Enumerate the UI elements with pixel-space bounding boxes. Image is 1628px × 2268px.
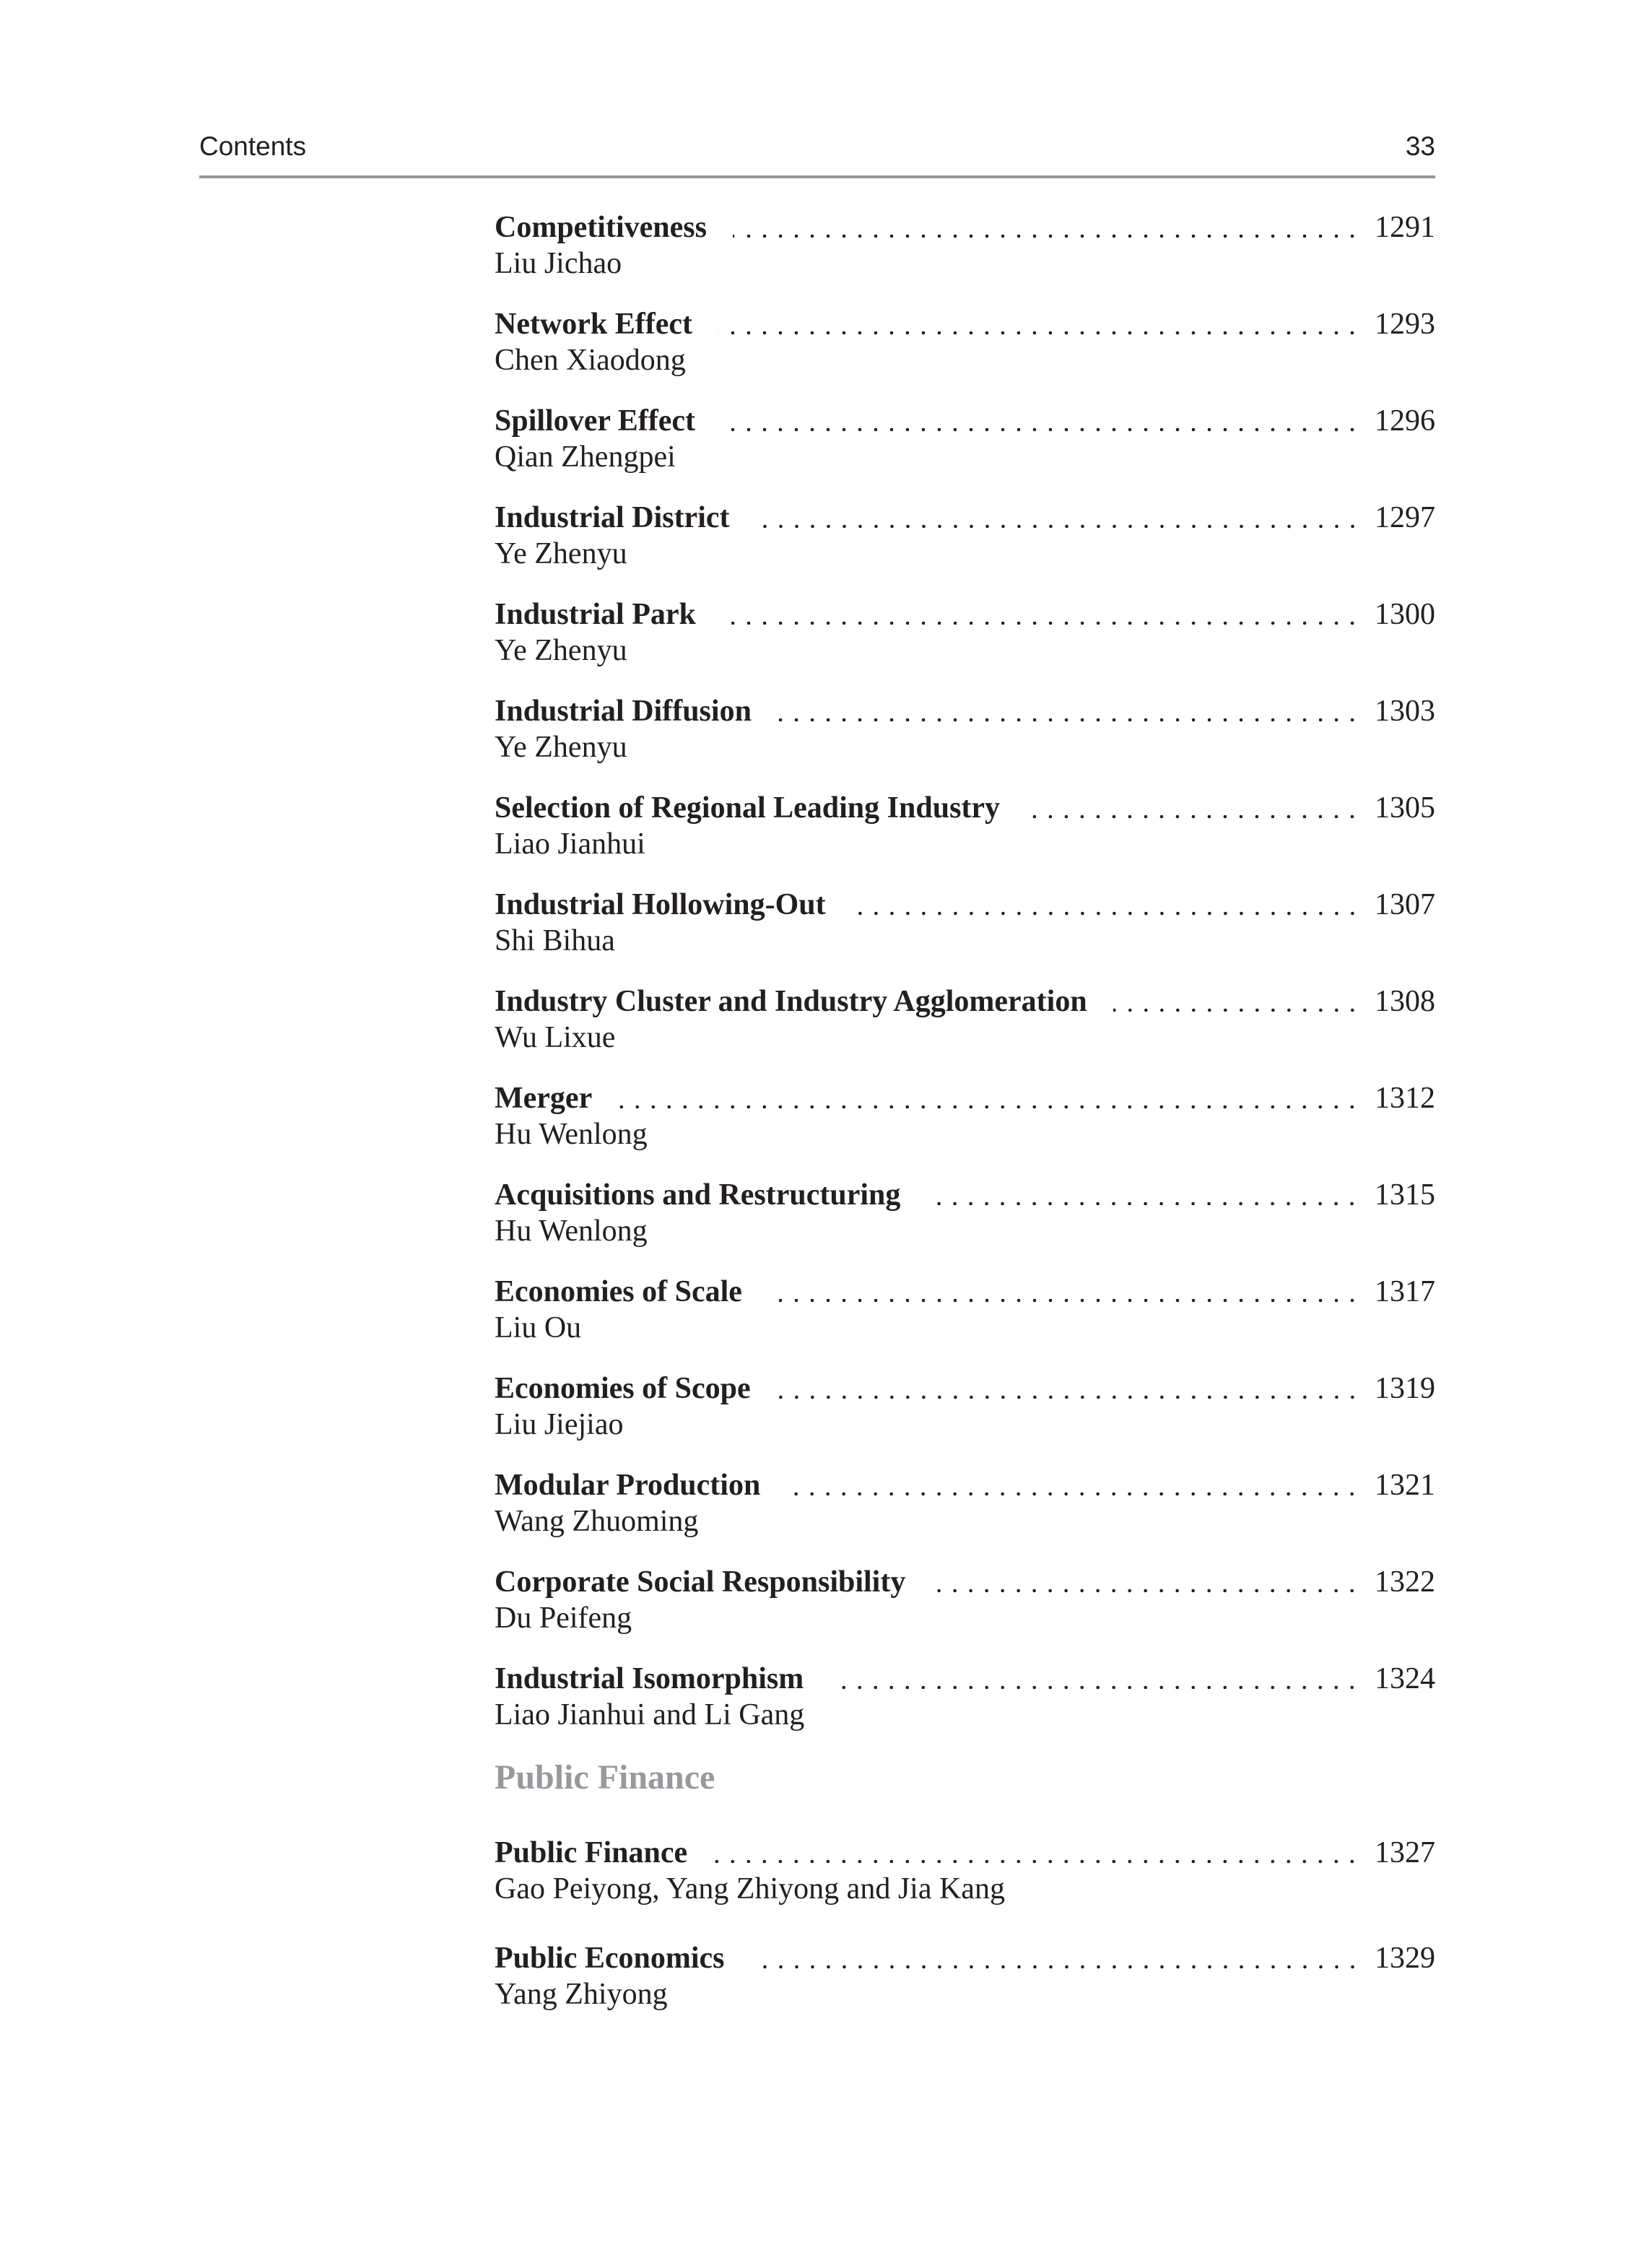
dot-leader <box>777 1370 1360 1407</box>
toc-entry <box>495 500 1435 572</box>
entry-title: Industry Cluster and Industry Agglomeration <box>495 985 1087 1018</box>
entry-line <box>495 500 1435 536</box>
entry-line <box>495 790 1435 826</box>
dot-leader <box>931 1564 1360 1600</box>
entry-authors: Wu Lixue <box>495 1021 616 1054</box>
entry-authors: Liu Jiejiao <box>495 1408 624 1441</box>
entry-line <box>495 306 1435 342</box>
entry-line <box>495 1467 1435 1503</box>
entry-title: Industrial Hollowing-Out <box>495 888 826 921</box>
entry-page-number: 1308 <box>1375 985 1435 1018</box>
entry-authors: Chen Xiaodong <box>495 344 686 377</box>
header-rule <box>199 175 1435 178</box>
dot-leader <box>721 403 1360 439</box>
entry-title: Industrial Isomorphism <box>495 1662 804 1695</box>
toc-entry <box>495 1177 1435 1249</box>
entry-page-number: 1327 <box>1375 1836 1435 1869</box>
entry-page-number: 1305 <box>1375 791 1435 825</box>
entry-page-number: 1329 <box>1375 1942 1435 1975</box>
entry-page-number: 1319 <box>1375 1372 1435 1405</box>
dot-leader <box>852 887 1360 923</box>
toc-entry <box>495 693 1435 765</box>
entry-authors: Liao Jianhui <box>495 827 645 861</box>
toc-entry <box>495 1467 1435 1539</box>
toc-entry <box>495 1564 1435 1636</box>
dot-leader <box>722 596 1360 633</box>
dot-leader <box>713 1835 1360 1871</box>
entry-line <box>495 1274 1435 1310</box>
entry-line <box>495 983 1435 1020</box>
entry-line <box>495 1661 1435 1697</box>
entry-page-number: 1315 <box>1375 1178 1435 1212</box>
entry-authors: Du Peifeng <box>495 1602 632 1635</box>
entry-title: Merger <box>495 1082 593 1115</box>
dot-leader <box>768 1274 1360 1310</box>
entry-authors: Wang Zhuoming <box>495 1505 699 1538</box>
toc <box>495 209 1435 2037</box>
entry-line <box>495 1564 1435 1600</box>
toc-entry <box>495 209 1435 282</box>
entry-page-number: 1291 <box>1375 211 1435 244</box>
toc-entry <box>495 1080 1435 1152</box>
entry-line <box>495 596 1435 633</box>
entry-line <box>495 403 1435 439</box>
toc-entry <box>495 1274 1435 1346</box>
entry-authors: Liu Jichao <box>495 247 622 280</box>
entry-authors: Qian Zhengpei <box>495 440 676 474</box>
entry-page-number: 1321 <box>1375 1469 1435 1502</box>
toc-entry <box>495 983 1435 1056</box>
entry-line <box>495 209 1435 246</box>
dot-leader <box>830 1661 1360 1697</box>
toc-entry <box>495 596 1435 669</box>
entry-title: Industrial Park <box>495 598 696 631</box>
entry-authors: Hu Wenlong <box>495 1118 648 1151</box>
header-page-number: 33 <box>1405 131 1435 161</box>
entry-title: Spillover Effect <box>495 404 696 438</box>
entry-authors: Hu Wenlong <box>495 1215 648 1248</box>
dot-leader <box>733 209 1360 246</box>
entry-page-number: 1303 <box>1375 695 1435 728</box>
entry-title: Network Effect <box>495 308 693 341</box>
dot-leader <box>786 1467 1360 1503</box>
entry-title: Corporate Social Responsibility <box>495 1565 906 1599</box>
toc-entry <box>495 1370 1435 1443</box>
toc-entry <box>495 1661 1435 1733</box>
entry-line <box>495 1080 1435 1116</box>
entry-title: Competitiveness <box>495 211 707 244</box>
entry-title: Modular Production <box>495 1469 761 1502</box>
toc-entry <box>495 1940 1435 2012</box>
entry-authors: Yang Zhiyong <box>495 1978 668 2011</box>
toc-entry <box>495 887 1435 959</box>
entry-line <box>495 1835 1435 1871</box>
dot-leader <box>1026 790 1360 826</box>
dot-leader <box>756 500 1361 536</box>
dot-leader <box>1113 983 1360 1020</box>
entry-title: Public Finance <box>495 1836 688 1869</box>
dot-leader <box>618 1080 1360 1116</box>
entry-authors: Gao Peiyong, Yang Zhiyong and Jia Kang <box>495 1872 1005 1906</box>
entry-authors: Shi Bihua <box>495 924 615 957</box>
dot-leader <box>751 1940 1360 1976</box>
entry-title: Industrial Diffusion <box>495 695 752 728</box>
toc-entry <box>495 790 1435 862</box>
entry-line <box>495 1177 1435 1213</box>
entry-page-number: 1322 <box>1375 1565 1435 1599</box>
entry-authors: Liu Ou <box>495 1311 582 1344</box>
toc-entry <box>495 1835 1435 1907</box>
entry-page-number: 1293 <box>1375 308 1435 341</box>
entry-title: Selection of Regional Leading Industry <box>495 791 1001 825</box>
page-header <box>199 132 1435 162</box>
entry-title: Industrial District <box>495 501 730 534</box>
entry-page-number: 1307 <box>1375 888 1435 921</box>
dot-leader <box>926 1177 1360 1213</box>
entry-line <box>495 1940 1435 1976</box>
section-heading: Public Finance <box>495 1758 715 1796</box>
header-title: Contents <box>199 131 307 161</box>
entry-line <box>495 887 1435 923</box>
toc-entry <box>495 306 1435 378</box>
entry-authors: Ye Zhenyu <box>495 634 627 667</box>
entry-page-number: 1296 <box>1375 404 1435 438</box>
entry-title: Economies of Scale <box>495 1275 742 1308</box>
entry-title: Public Economics <box>495 1942 725 1975</box>
toc-entry <box>495 403 1435 475</box>
entry-line <box>495 1370 1435 1407</box>
entry-page-number: 1300 <box>1375 598 1435 631</box>
entry-page-number: 1324 <box>1375 1662 1435 1695</box>
dot-leader <box>718 306 1360 342</box>
entry-line <box>495 693 1435 729</box>
entry-authors: Ye Zhenyu <box>495 537 627 570</box>
entry-authors: Liao Jianhui and Li Gang <box>495 1698 805 1732</box>
entry-title: Acquisitions and Restructuring <box>495 1178 901 1212</box>
entry-authors: Ye Zhenyu <box>495 731 627 764</box>
entry-page-number: 1317 <box>1375 1275 1435 1308</box>
entry-page-number: 1297 <box>1375 501 1435 534</box>
entry-page-number: 1312 <box>1375 1082 1435 1115</box>
entry-title: Economies of Scope <box>495 1372 751 1405</box>
dot-leader <box>778 693 1360 729</box>
